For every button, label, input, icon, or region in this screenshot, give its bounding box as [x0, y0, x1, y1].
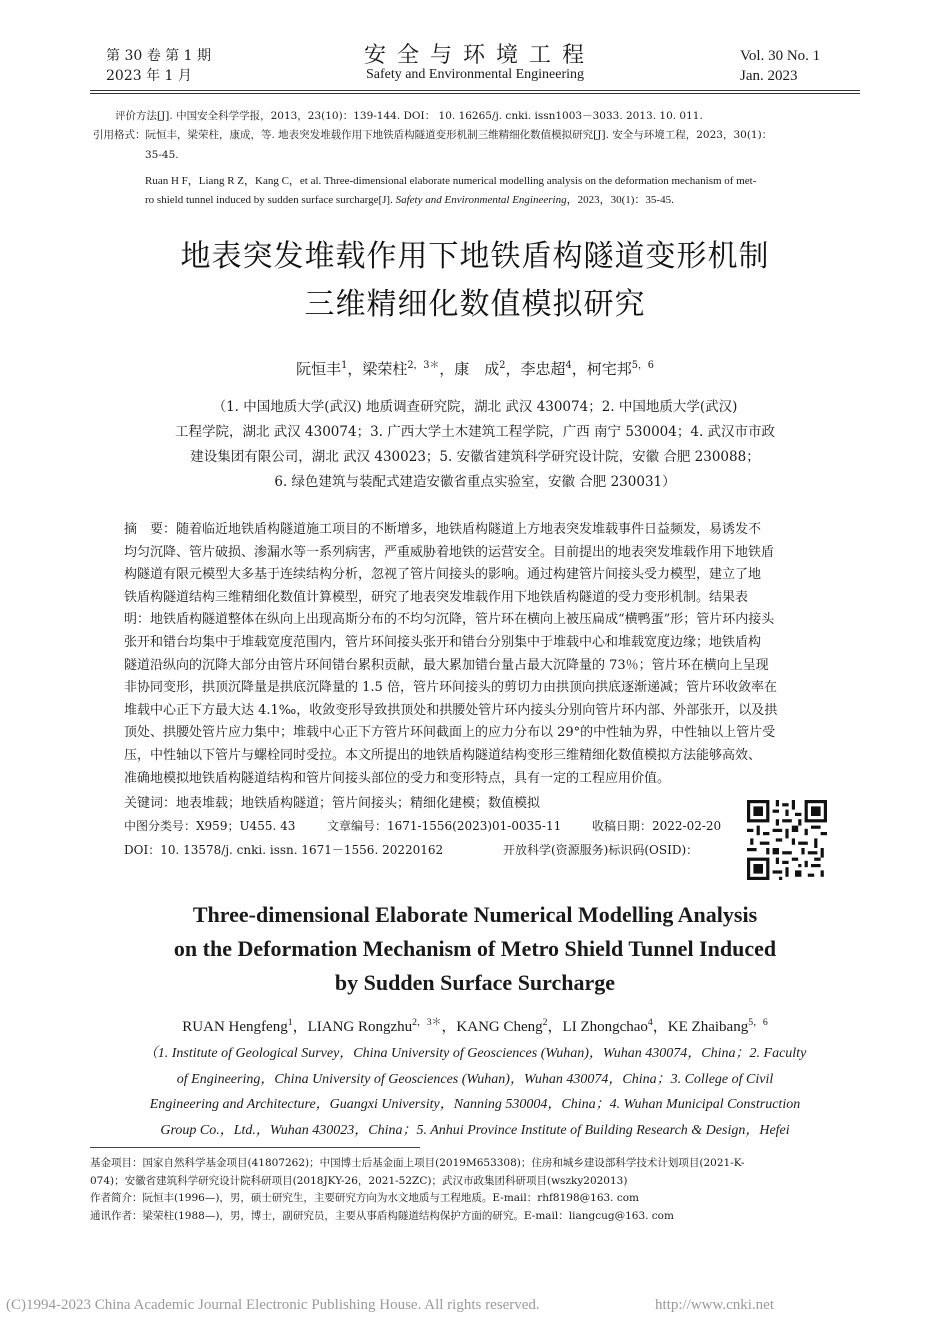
- authors-cn: [0, 358, 950, 379]
- abstract-line: 隧道沿纵向的沉降大部分由管片环间错台累积贡献，最大累加错台量占最大沉降量的 73％；管片环在横向上呈现: [124, 657, 769, 673]
- author-en-3: ，KANG Cheng: [441, 1019, 543, 1035]
- abstract-line: 铁盾构隧道结构三维精细化数值计算模型，研究了地表突发堆载作用下地铁盾构隧道的受力变形机制。结果表: [124, 589, 749, 605]
- paper-title-cn-line2: 三维精细化数值模拟研究: [304, 287, 646, 322]
- affiliation-cn-line: 工程学院，湖北 武汉 430074；3. 广西大学土木建筑工程学院，广西 南宁 530004；4. 武汉市市政: [174, 424, 776, 440]
- citation-journal: Safety and Environmental Engineering: [395, 194, 567, 206]
- affiliation-cn-line: （1. 中国地质大学(武汉) 地质调查研究院，湖北 武汉 430074；2. 中国地质大学(武汉): [212, 399, 738, 415]
- author-4: ，李忠超: [505, 360, 566, 378]
- footnote-rule: [90, 1147, 420, 1148]
- journal-title-en: Safety and Environmental Engineering: [365, 67, 585, 82]
- author-5: ，柯宅邦: [571, 360, 632, 378]
- keywords-text: 地表堆载；地铁盾构隧道；管片间接头；精细化建模；数值模拟: [176, 796, 541, 811]
- clc-number: 中图分类号：X959；U455. 43: [124, 819, 296, 833]
- doi: DOI：10. 13578/j. cnki. issn. 1671－1556. 20220162: [124, 843, 444, 857]
- author-3-aff: 2: [499, 360, 506, 371]
- author-5-aff: 5，6: [631, 360, 654, 371]
- author-en-2: ，LIANG Rongzhu: [292, 1019, 413, 1035]
- author-2-aff: 2，3＊: [407, 360, 440, 371]
- affiliations-cn: [100, 395, 850, 495]
- author-4-aff: 4: [565, 360, 572, 371]
- citation-en-text: ro shield tunnel induced by sudden surface surcharge[J].: [145, 194, 396, 206]
- paper-title-en-line2: on the Deformation Mechanism of Metro Shield Tunnel Induced: [173, 936, 777, 961]
- footnote-author-bio: 作者简介：阮恒丰(1996—)，男，硕士研究生，主要研究方向为水文地质与工程地质。E-mail：rhf8198@163. com: [90, 1192, 640, 1204]
- author-en-3-aff: 2: [542, 1017, 548, 1028]
- article-number: 文章编号：1671-1556(2023)01-0035-11: [327, 819, 562, 833]
- author-en-1-aff: 1: [287, 1017, 293, 1028]
- paper-title-cn-line1: 地表突发堆载作用下地铁盾构隧道变形机制: [180, 239, 770, 274]
- abstract-line: 非协同变形，拱顶沉降量是拱底沉降量的 1.5 倍，管片环间接头的剪切力由拱顶向拱底逐渐递减；管片环收敛率在: [124, 680, 777, 696]
- author-en-1: RUAN Hengfeng: [182, 1019, 288, 1035]
- abstract-line: 顶处、拱腰处管片应力集中；堆载中心正下方管片环间截面上的应力分布以 29°的中性轴为界，中性轴以上管片受: [124, 725, 776, 741]
- authors-en: [0, 1015, 950, 1036]
- date-en: Jan. 2023: [740, 68, 798, 84]
- citation-cn-pages: 35-45.: [145, 149, 179, 161]
- citation-en: Ruan H F，Liang R Z，Kang C，et al. Three-dimensional elaborate numerical modelling analysis on the deformation mechanism of met-: [145, 175, 757, 187]
- abstract-label: 摘 要：: [124, 522, 177, 537]
- abstract-line: [124, 519, 830, 542]
- author-en-4: ，LI Zhongchao: [547, 1019, 648, 1035]
- affiliation-en-line: Group Co.，Ltd.，Wuhan 430023，China；5. Anhui Province Institute of Building Research & Design，Hefei: [160, 1122, 790, 1138]
- abstract-line: 构隧道有限元模型大多基于连续结构分析，忽视了管片间接头的影响。通过构建管片间接头受力模型，建立了地: [124, 567, 762, 583]
- abstract-line: 压，中性轴以下管片与螺栓同时受拉。本文所提出的地铁盾构隧道结构变形三维精细化数值模拟方法能够高效、: [124, 747, 762, 763]
- author-2: ，梁荣柱: [347, 360, 408, 378]
- abstract-line: 明：地铁盾构隧道整体在纵向上出现高斯分布的不均匀沉降，管片环在横向上被压扁成“横鸭蛋”形；管片环内接头: [124, 612, 775, 628]
- volume-issue-cn: 第 30 卷 第 1 期: [106, 48, 211, 64]
- footnote-funding-cont: 074)；安徽省建筑科学研究设计院科研项目(2018JKY-26，2021-52ZC)；武汉市政集团科研项目(wszky202013): [90, 1174, 628, 1187]
- author-en-5-aff: 5，6: [748, 1017, 768, 1028]
- keywords-label: 关键词：: [124, 796, 177, 811]
- abstract-text: 随着临近地铁盾构隧道施工项目的不断增多，地铁盾构隧道上方地表突发堆载事件日益频发，易诱发不: [176, 522, 762, 537]
- abstract-line: 堆载中心正下方最大达 4.1‰，收敛变形导致拱顶处和拱腰处管片环内接头分别向管片环内部、外部张开，以及拱: [124, 702, 778, 718]
- abstract-line: 张开和错台均集中于堆载宽度范围内，管片环间接头张开和错台分别集中于堆载中心和堆载宽度边缘；地铁盾构: [124, 634, 762, 650]
- affiliation-cn-line: 建设集团有限公司，湖北 武汉 430023；5. 安徽省建筑科学研究设计院，安徽 合肥 230088；: [190, 449, 760, 465]
- citation-en-end: ，2023，30(1)：35-45.: [566, 194, 674, 206]
- copyright-watermark: (C)1994-2023 China Academic Journal Electronic Publishing House. All rights reserved.: [6, 1297, 540, 1313]
- journal-title-cn: 安 全 与 环 境 工 程: [364, 43, 586, 68]
- affiliations-en: [95, 1041, 855, 1143]
- abstract-line: 准确地模拟地铁盾构隧道结构和管片间接头部位的受力和变形特点，具有一定的工程应用价值。: [124, 770, 671, 786]
- affiliation-en-line: Engineering and Architecture，Guangxi University，Nanning 530004，China；4. Wuhan Municipal Construction: [149, 1097, 801, 1112]
- header-rule-bottom: [90, 93, 860, 94]
- author-en-4-aff: 4: [647, 1017, 653, 1028]
- author-3: ，康 成: [439, 360, 500, 378]
- received-date: 收稿日期：2022-02-20: [592, 819, 722, 833]
- cnki-link[interactable]: http://www.cnki.net: [655, 1297, 775, 1313]
- osid-label: 开放科学(资源服务)标识码(OSID)：: [503, 843, 699, 857]
- affiliation-cn-line: 6. 绿色建筑与装配式建造安徽省重点实验室，安徽 合肥 230031）: [274, 474, 676, 490]
- ref-prev-line: 评价方法[J]. 中国安全科学学报，2013，23(10)：139-144. DOI： 10. 16265/j. cnki. issn1003－3033. 2013. 10. 011.: [115, 110, 703, 122]
- qr-code-icon: [747, 800, 827, 880]
- affiliation-en-line: of Engineering，China University of Geosciences (Wuhan)，Wuhan 430074，China；3. College of Civil: [176, 1071, 774, 1087]
- footnote-funding: 基金项目：国家自然科学基金项目(41807262)；中国博士后基金面上项目(2019M653308)；住房和城乡建设部科学技术计划项目(2021-K-: [90, 1157, 745, 1169]
- abstract-line: 均匀沉降、管片破损、渗漏水等一系列病害，严重威胁着地铁的运营安全。目前提出的地表突发堆载作用下地铁盾: [124, 544, 775, 560]
- qr-code[interactable]: [747, 800, 827, 880]
- keywords: [124, 792, 540, 811]
- header-rule-top: [90, 90, 860, 91]
- affiliation-en-line: （1. Institute of Geological Survey，China University of Geosciences (Wuhan)，Wuhan 430074，China；2. Faculty: [143, 1046, 807, 1061]
- year-month-cn: 2023 年 1 月: [106, 68, 192, 84]
- footnote-corresponding: 通讯作者：梁荣柱(1988—)，男，博士，副研究员，主要从事盾构隧道结构保护方面的研究。E-mail：liangcug@163. com: [90, 1209, 674, 1222]
- paper-title-en-line1: Three-dimensional Elaborate Numerical Modelling Analysis: [192, 902, 758, 927]
- author-1: 阮恒丰: [296, 360, 342, 378]
- author-en-5: ，KE Zhaibang: [652, 1019, 749, 1035]
- volume-issue-en: Vol. 30 No. 1: [740, 48, 821, 64]
- abstract: [124, 519, 830, 790]
- author-1-aff: 1: [341, 360, 348, 371]
- author-en-2-aff: 2，3＊: [412, 1017, 442, 1028]
- footnotes: [90, 1155, 860, 1225]
- paper-title-en-line3: by Sudden Surface Surcharge: [334, 970, 616, 995]
- citation-en-cont: [145, 191, 674, 209]
- citation-cn: 引用格式：阮恒丰，梁荣柱，康成，等. 地表突发堆载作用下地铁盾构隧道变形机制三维精细化数值模拟研究[J]. 安全与环境工程，2023，30(1)：: [93, 129, 773, 141]
